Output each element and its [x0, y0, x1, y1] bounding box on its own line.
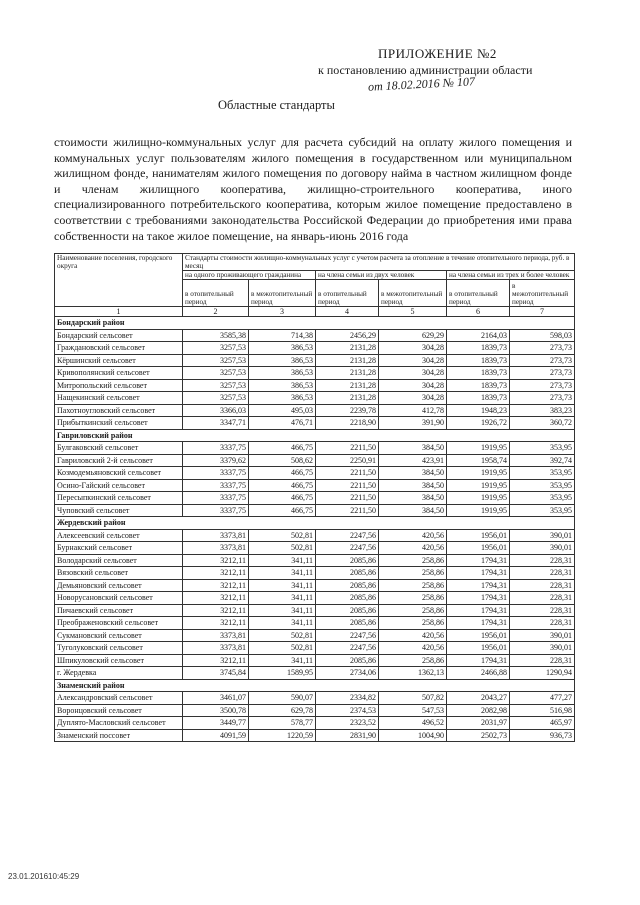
value-cell: 273,73 [510, 379, 575, 392]
value-cell: 386,53 [249, 354, 316, 367]
settlement-name: Бондарский сельсовет [55, 329, 183, 342]
value-cell: 1919,95 [447, 492, 510, 505]
value-cell: 3257,53 [183, 354, 249, 367]
value-cell: 629,29 [379, 329, 447, 342]
value-cell: 578,77 [249, 717, 316, 730]
value-cell: 1794,31 [447, 579, 510, 592]
header-sub-heating: в отопительный период [183, 280, 249, 307]
header-place: Наименование поселения, городского округа [55, 254, 183, 307]
value-cell: 936,73 [510, 729, 575, 742]
table-row [55, 629, 575, 642]
table-row [55, 329, 575, 342]
settlement-name: Володарский сельсовет [55, 554, 183, 567]
value-cell: 353,95 [510, 504, 575, 517]
value-cell: 386,53 [249, 342, 316, 355]
value-cell: 304,28 [379, 392, 447, 405]
value-cell: 383,23 [510, 404, 575, 417]
value-cell: 228,31 [510, 592, 575, 605]
header-sub-heating: в отопительный период [316, 280, 379, 307]
value-cell: 2085,86 [316, 567, 379, 580]
settlement-name: Преображеновский сельсовет [55, 617, 183, 630]
settlement-name: Пахотноугловский сельсовет [55, 404, 183, 417]
value-cell: 390,01 [510, 529, 575, 542]
value-cell: 502,81 [249, 529, 316, 542]
value-cell: 1956,01 [447, 642, 510, 655]
value-cell: 2247,56 [316, 629, 379, 642]
value-cell: 3337,75 [183, 492, 249, 505]
value-cell: 3257,53 [183, 342, 249, 355]
value-cell: 1794,31 [447, 604, 510, 617]
value-cell: 341,11 [249, 654, 316, 667]
value-cell: 2085,86 [316, 617, 379, 630]
table-row [55, 554, 575, 567]
scan-timestamp: 23.01.201610:45:29 [8, 872, 80, 881]
value-cell: 304,28 [379, 379, 447, 392]
value-cell: 502,81 [249, 629, 316, 642]
value-cell: 3257,53 [183, 392, 249, 405]
settlement-name: Гавриловский 2-й сельсовет [55, 454, 183, 467]
value-cell: 228,31 [510, 654, 575, 667]
value-cell: 1794,31 [447, 654, 510, 667]
value-cell: 341,11 [249, 604, 316, 617]
header-sub-nonheating: в межотопительный период [379, 280, 447, 307]
value-cell: 2131,28 [316, 354, 379, 367]
value-cell: 1926,72 [447, 417, 510, 430]
table-row [55, 479, 575, 492]
value-cell: 353,95 [510, 442, 575, 455]
value-cell: 2247,56 [316, 642, 379, 655]
value-cell: 1362,13 [379, 667, 447, 680]
value-cell: 508,62 [249, 454, 316, 467]
value-cell: 2085,86 [316, 654, 379, 667]
district-name: Знаменский район [55, 679, 575, 692]
value-cell: 341,11 [249, 579, 316, 592]
value-cell: 2131,28 [316, 379, 379, 392]
table-row [55, 492, 575, 505]
value-cell: 258,86 [379, 617, 447, 630]
value-cell: 304,28 [379, 354, 447, 367]
district-name: Бондарский район [55, 317, 575, 330]
standards-table [54, 253, 575, 742]
value-cell: 258,86 [379, 654, 447, 667]
table-row [55, 542, 575, 555]
district-name: Гавриловский район [55, 429, 575, 442]
value-cell: 466,75 [249, 492, 316, 505]
value-cell: 390,01 [510, 542, 575, 555]
value-cell: 3337,75 [183, 442, 249, 455]
value-cell: 353,95 [510, 492, 575, 505]
district-name: Жердевский район [55, 517, 575, 530]
value-cell: 384,50 [379, 492, 447, 505]
value-cell: 2334,82 [316, 692, 379, 705]
settlement-name: Сукмановский сельсовет [55, 629, 183, 642]
value-cell: 1919,95 [447, 504, 510, 517]
value-cell: 1220,59 [249, 729, 316, 742]
table-row [55, 392, 575, 405]
value-cell: 258,86 [379, 592, 447, 605]
settlement-name: Козмодемьяновский сельсовет [55, 467, 183, 480]
column-number: 5 [379, 307, 447, 317]
value-cell: 341,11 [249, 592, 316, 605]
value-cell: 304,28 [379, 367, 447, 380]
value-cell: 2211,50 [316, 442, 379, 455]
value-cell: 3212,11 [183, 554, 249, 567]
table-row [55, 704, 575, 717]
value-cell: 2247,56 [316, 529, 379, 542]
value-cell: 4091,59 [183, 729, 249, 742]
value-cell: 420,56 [379, 542, 447, 555]
value-cell: 1794,31 [447, 567, 510, 580]
intro-paragraph: стоимости жилищно-коммунальных услуг для расчета субсидий на оплату жилого помещения и коммунальных услуг пользователям жилого помещения в государственном или муниципальном жилищном фонде, нанимателям жилого помещения по договору найма в частном жилищном фонде и членам жилищного кооператива, жилищно-строительного кооператива, иного специализированного потребительского кооператива, которым жилое помещение предоставлено в соответствии с требованиями законодательства Российской Федерации до приобретения ими права собственности на такое жилое помещение, на январь-июнь 2016 года [54, 135, 572, 243]
value-cell: 1839,73 [447, 342, 510, 355]
settlement-name: Пичаевский сельсовет [55, 604, 183, 617]
value-cell: 384,50 [379, 504, 447, 517]
table-row [55, 367, 575, 380]
value-cell: 1948,23 [447, 404, 510, 417]
table-row [55, 717, 575, 730]
value-cell: 420,56 [379, 629, 447, 642]
value-cell: 3379,62 [183, 454, 249, 467]
value-cell: 466,75 [249, 467, 316, 480]
value-cell: 496,52 [379, 717, 447, 730]
value-cell: 2831,90 [316, 729, 379, 742]
value-cell: 273,73 [510, 354, 575, 367]
table-row [55, 654, 575, 667]
value-cell: 1958,74 [447, 454, 510, 467]
column-number: 7 [510, 307, 575, 317]
value-cell: 3745,84 [183, 667, 249, 680]
value-cell: 384,50 [379, 442, 447, 455]
value-cell: 1794,31 [447, 592, 510, 605]
value-cell: 384,50 [379, 479, 447, 492]
value-cell: 1919,95 [447, 467, 510, 480]
value-cell: 466,75 [249, 504, 316, 517]
table-row [55, 404, 575, 417]
value-cell: 3373,81 [183, 642, 249, 655]
value-cell: 2131,28 [316, 392, 379, 405]
value-cell: 392,74 [510, 454, 575, 467]
header-sub-heating: в отопительный период [447, 280, 510, 307]
value-cell: 341,11 [249, 617, 316, 630]
settlement-name: Кривополянский сельсовет [55, 367, 183, 380]
value-cell: 3257,53 [183, 379, 249, 392]
settlement-name: Александровский сельсовет [55, 692, 183, 705]
value-cell: 353,95 [510, 479, 575, 492]
settlement-name: Вязовский сельсовет [55, 567, 183, 580]
value-cell: 2131,28 [316, 342, 379, 355]
value-cell: 3212,11 [183, 654, 249, 667]
settlement-name: Граждановский сельсовет [55, 342, 183, 355]
value-cell: 228,31 [510, 617, 575, 630]
settlement-name: Алексеевский сельсовет [55, 529, 183, 542]
appendix-subtitle: к постановлению администрации области [318, 63, 533, 77]
table-row [55, 529, 575, 542]
value-cell: 2211,50 [316, 479, 379, 492]
value-cell: 3337,75 [183, 479, 249, 492]
value-cell: 2456,29 [316, 329, 379, 342]
value-cell: 273,73 [510, 342, 575, 355]
value-cell: 598,03 [510, 329, 575, 342]
table-row [55, 379, 575, 392]
value-cell: 3500,78 [183, 704, 249, 717]
value-cell: 2247,56 [316, 542, 379, 555]
value-cell: 3366,03 [183, 404, 249, 417]
value-cell: 2131,28 [316, 367, 379, 380]
table-row [55, 454, 575, 467]
value-cell: 3212,11 [183, 579, 249, 592]
header-group-two: на члена семьи из двух человек [316, 271, 447, 280]
value-cell: 2085,86 [316, 579, 379, 592]
value-cell: 590,07 [249, 692, 316, 705]
value-cell: 3585,38 [183, 329, 249, 342]
header-group-single: на одного проживающего гражданина [183, 271, 316, 280]
value-cell: 3449,77 [183, 717, 249, 730]
value-cell: 1839,73 [447, 392, 510, 405]
settlement-name: Пересыпкинский сельсовет [55, 492, 183, 505]
value-cell: 466,75 [249, 442, 316, 455]
value-cell: 2250,91 [316, 454, 379, 467]
table-row [55, 592, 575, 605]
value-cell: 423,91 [379, 454, 447, 467]
table-row [55, 504, 575, 517]
value-cell: 341,11 [249, 567, 316, 580]
column-number-row [55, 307, 575, 317]
settlement-name: Прибыткинский сельсовет [55, 417, 183, 430]
settlement-name: г. Жердевка [55, 667, 183, 680]
settlement-name: Новорусановский сельсовет [55, 592, 183, 605]
table-row [55, 667, 575, 680]
value-cell: 420,56 [379, 642, 447, 655]
value-cell: 2734,06 [316, 667, 379, 680]
value-cell: 3373,81 [183, 542, 249, 555]
value-cell: 360,72 [510, 417, 575, 430]
value-cell: 2466,88 [447, 667, 510, 680]
value-cell: 3337,75 [183, 467, 249, 480]
settlement-name: Осино-Гайский сельсовет [55, 479, 183, 492]
value-cell: 1956,01 [447, 629, 510, 642]
value-cell: 1839,73 [447, 367, 510, 380]
settlement-name: Знаменский поссовет [55, 729, 183, 742]
value-cell: 495,03 [249, 404, 316, 417]
table-row [55, 342, 575, 355]
value-cell: 386,53 [249, 367, 316, 380]
value-cell: 3347,71 [183, 417, 249, 430]
value-cell: 2164,03 [447, 329, 510, 342]
appendix-title: ПРИЛОЖЕНИЕ №2 [378, 46, 497, 61]
value-cell: 384,50 [379, 467, 447, 480]
value-cell: 228,31 [510, 579, 575, 592]
value-cell: 3212,11 [183, 617, 249, 630]
value-cell: 1956,01 [447, 529, 510, 542]
value-cell: 466,75 [249, 479, 316, 492]
document-heading: Областные стандарты [218, 98, 335, 112]
table-row [55, 617, 575, 630]
value-cell: 2374,53 [316, 704, 379, 717]
table-row [55, 579, 575, 592]
value-cell: 258,86 [379, 554, 447, 567]
value-cell: 3212,11 [183, 567, 249, 580]
column-number: 2 [183, 307, 249, 317]
value-cell: 2211,50 [316, 467, 379, 480]
table-row [55, 604, 575, 617]
value-cell: 341,11 [249, 554, 316, 567]
value-cell: 1919,95 [447, 479, 510, 492]
value-cell: 2085,86 [316, 592, 379, 605]
value-cell: 2211,50 [316, 504, 379, 517]
table-row [55, 354, 575, 367]
settlement-name: Кёршинский сельсовет [55, 354, 183, 367]
table-row [55, 642, 575, 655]
handwritten-date-number: от 18.02.2016 № 107 [367, 74, 476, 94]
value-cell: 1839,73 [447, 379, 510, 392]
value-cell: 258,86 [379, 604, 447, 617]
value-cell: 1794,31 [447, 617, 510, 630]
value-cell: 273,73 [510, 392, 575, 405]
district-row [55, 317, 575, 330]
value-cell: 1290,94 [510, 667, 575, 680]
header-sub-nonheating: в межотопительный период [249, 280, 316, 307]
value-cell: 1919,95 [447, 442, 510, 455]
settlement-name: Шпикуловский сельсовет [55, 654, 183, 667]
value-cell: 3373,81 [183, 629, 249, 642]
column-number: 6 [447, 307, 510, 317]
column-number: 4 [316, 307, 379, 317]
value-cell: 502,81 [249, 642, 316, 655]
settlement-name: Демьяновский сельсовет [55, 579, 183, 592]
value-cell: 2082,98 [447, 704, 510, 717]
value-cell: 1004,90 [379, 729, 447, 742]
value-cell: 2239,78 [316, 404, 379, 417]
value-cell: 714,38 [249, 329, 316, 342]
value-cell: 1589,95 [249, 667, 316, 680]
value-cell: 1839,73 [447, 354, 510, 367]
value-cell: 2211,50 [316, 492, 379, 505]
value-cell: 507,82 [379, 692, 447, 705]
settlement-name: Бурнакский сельсовет [55, 542, 183, 555]
column-number: 3 [249, 307, 316, 317]
header-sub-nonheating: в межотопительный период [510, 280, 575, 307]
value-cell: 273,73 [510, 367, 575, 380]
header-standards: Стандарты стоимости жилищно-коммунальных услуг с учетом расчета за отопление в течение отопительного периода, руб. в месяц [183, 254, 575, 271]
district-row [55, 679, 575, 692]
value-cell: 420,56 [379, 529, 447, 542]
district-row [55, 429, 575, 442]
settlement-name: Дуплято-Масловский сельсовет [55, 717, 183, 730]
value-cell: 3212,11 [183, 592, 249, 605]
value-cell: 2085,86 [316, 604, 379, 617]
value-cell: 390,01 [510, 642, 575, 655]
value-cell: 391,90 [379, 417, 447, 430]
district-row [55, 517, 575, 530]
settlement-name: Чуповский сельсовет [55, 504, 183, 517]
value-cell: 228,31 [510, 604, 575, 617]
column-number: 1 [55, 307, 183, 317]
value-cell: 390,01 [510, 629, 575, 642]
value-cell: 2043,27 [447, 692, 510, 705]
table-row [55, 692, 575, 705]
value-cell: 2323,52 [316, 717, 379, 730]
settlement-name: Митропольский сельсовет [55, 379, 183, 392]
value-cell: 3337,75 [183, 504, 249, 517]
value-cell: 228,31 [510, 567, 575, 580]
value-cell: 516,98 [510, 704, 575, 717]
value-cell: 547,53 [379, 704, 447, 717]
settlement-name: Воронцовский сельсовет [55, 704, 183, 717]
value-cell: 3212,11 [183, 604, 249, 617]
table-row [55, 467, 575, 480]
value-cell: 2031,97 [447, 717, 510, 730]
table-row [55, 567, 575, 580]
table-row [55, 729, 575, 742]
header-row-1 [55, 254, 575, 271]
value-cell: 258,86 [379, 567, 447, 580]
value-cell: 386,53 [249, 379, 316, 392]
value-cell: 1956,01 [447, 542, 510, 555]
value-cell: 412,78 [379, 404, 447, 417]
value-cell: 502,81 [249, 542, 316, 555]
value-cell: 353,95 [510, 467, 575, 480]
value-cell: 3257,53 [183, 367, 249, 380]
header-group-three: на члена семьи из трех и более человек [447, 271, 575, 280]
value-cell: 1794,31 [447, 554, 510, 567]
value-cell: 477,27 [510, 692, 575, 705]
value-cell: 386,53 [249, 392, 316, 405]
value-cell: 3373,81 [183, 529, 249, 542]
standards-table-wrap [54, 253, 574, 742]
value-cell: 228,31 [510, 554, 575, 567]
value-cell: 2502,73 [447, 729, 510, 742]
value-cell: 304,28 [379, 342, 447, 355]
table-row [55, 417, 575, 430]
value-cell: 258,86 [379, 579, 447, 592]
settlement-name: Туголуковский сельсовет [55, 642, 183, 655]
value-cell: 3461,07 [183, 692, 249, 705]
settlement-name: Нащекинский сельсовет [55, 392, 183, 405]
value-cell: 465,97 [510, 717, 575, 730]
table-row [55, 442, 575, 455]
value-cell: 2085,86 [316, 554, 379, 567]
value-cell: 2218,90 [316, 417, 379, 430]
value-cell: 629,78 [249, 704, 316, 717]
value-cell: 476,71 [249, 417, 316, 430]
settlement-name: Булгаковский сельсовет [55, 442, 183, 455]
standards-table-body [55, 254, 575, 742]
